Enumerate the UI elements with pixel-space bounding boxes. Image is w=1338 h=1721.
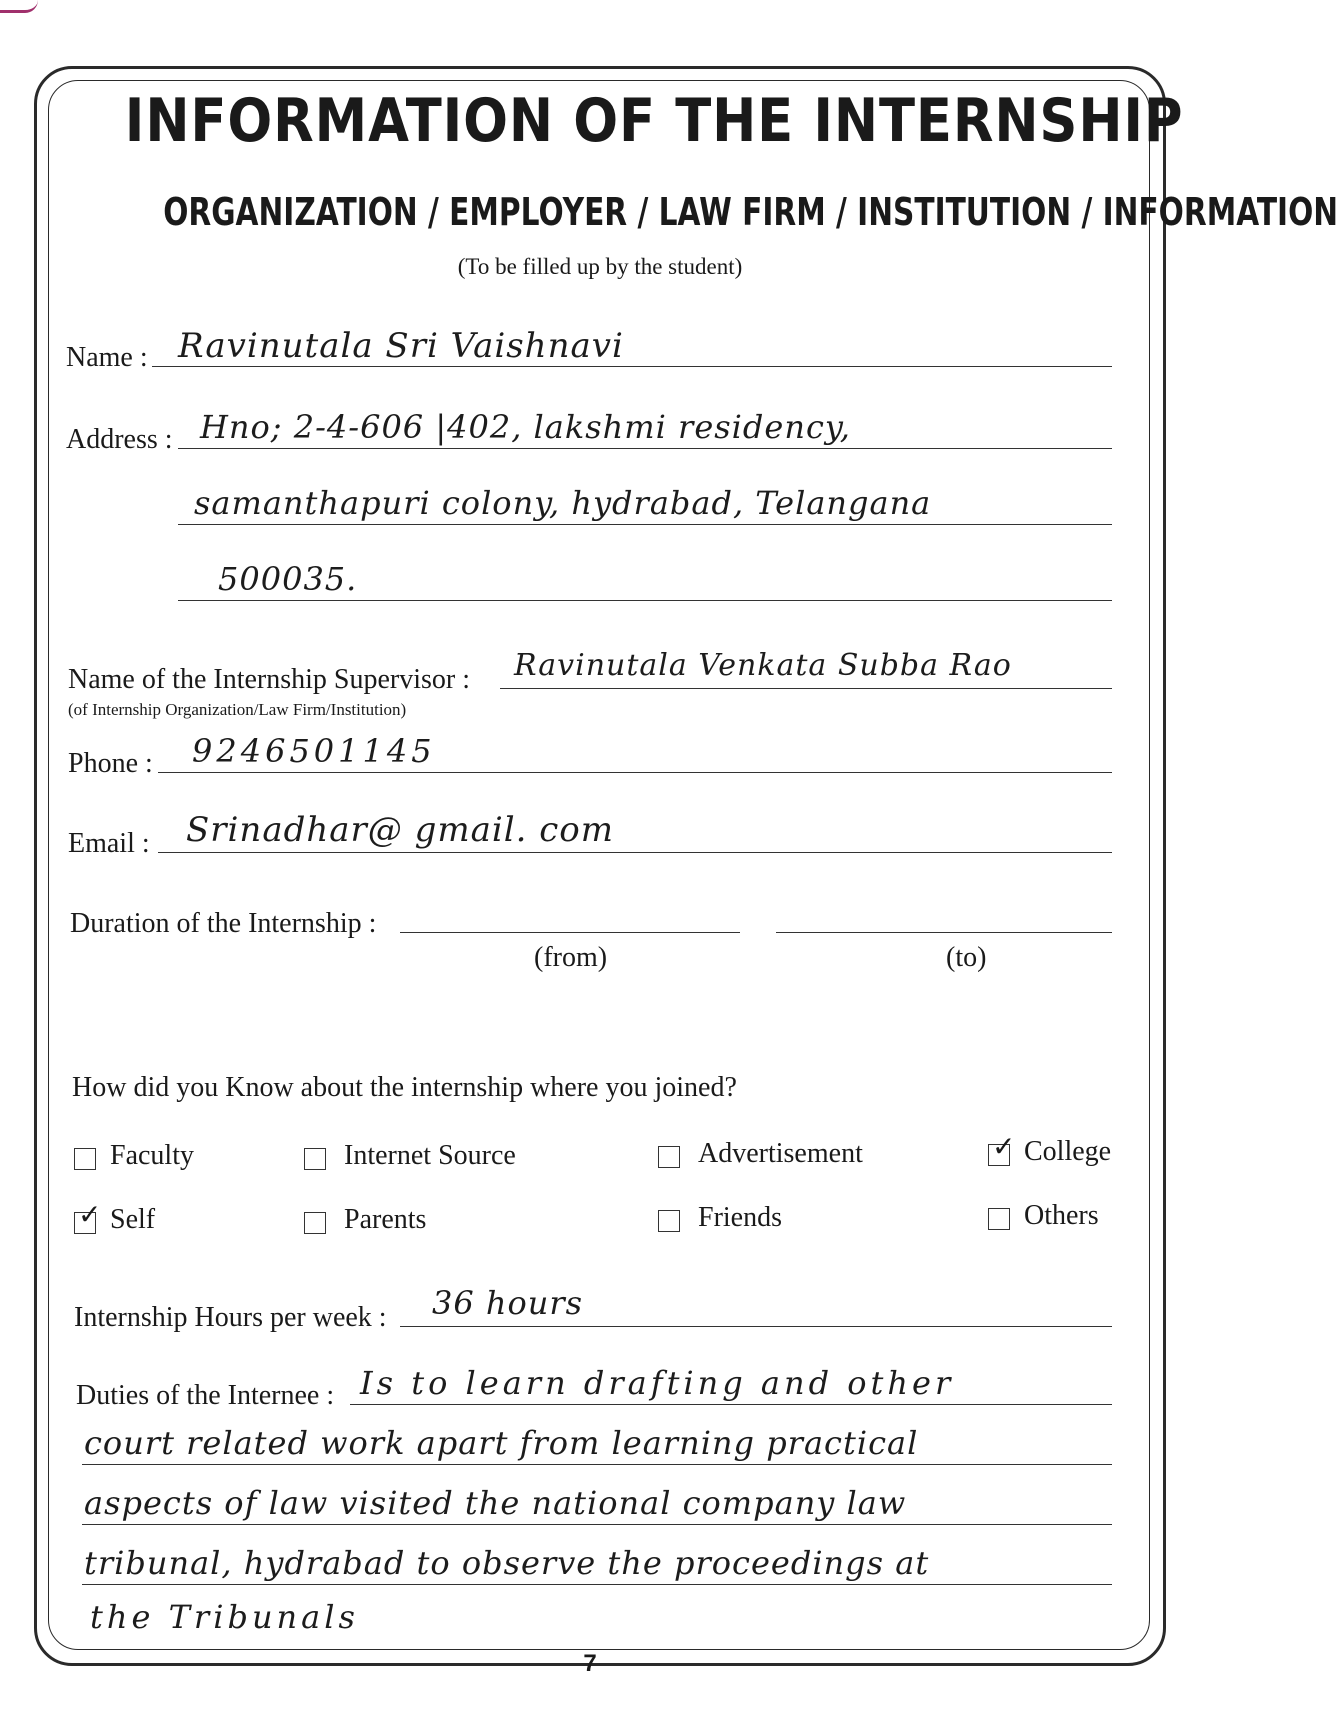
page-frame-inner bbox=[48, 80, 1338, 1650]
duties-line-1 bbox=[350, 1404, 1112, 1405]
form-instruction: (To be filled up by the student) bbox=[457, 254, 743, 279]
hours-line bbox=[400, 1326, 1112, 1327]
checkbox-friends[interactable] bbox=[658, 1210, 680, 1232]
page-number: 7 bbox=[583, 1650, 597, 1677]
duties-field-line-1[interactable]: Is to learn drafting and other bbox=[360, 1364, 955, 1402]
address-line-1 bbox=[178, 448, 1112, 449]
address-line-3 bbox=[178, 600, 1112, 601]
option-label-faculty: Faculty bbox=[110, 1140, 194, 1171]
duties-line-3 bbox=[82, 1524, 1112, 1525]
phone-field[interactable]: 9246501145 bbox=[192, 732, 436, 770]
address-field-line-1[interactable]: Hno; 2-4-606 |402, lakshmi residency, bbox=[200, 408, 851, 446]
duties-line-4 bbox=[82, 1584, 1112, 1585]
checkbox-parents[interactable] bbox=[304, 1212, 326, 1234]
hours-label: Internship Hours per week : bbox=[74, 1302, 387, 1333]
checkbox-internet-source[interactable] bbox=[304, 1148, 326, 1170]
duties-label: Duties of the Internee : bbox=[76, 1380, 335, 1411]
form-title: INFORMATION OF THE INTERNSHIP bbox=[124, 86, 1184, 156]
duration-to-line bbox=[776, 932, 1112, 933]
duration-from-caption: (from) bbox=[534, 942, 608, 973]
email-line bbox=[158, 852, 1112, 853]
checkbox-self[interactable] bbox=[74, 1198, 102, 1234]
corner-decoration bbox=[0, 0, 38, 13]
checkbox-others[interactable] bbox=[988, 1208, 1010, 1230]
name-label: Name : bbox=[66, 342, 148, 373]
checkbox-advertisement[interactable] bbox=[658, 1146, 680, 1168]
duration-from-line bbox=[400, 932, 740, 933]
supervisor-line bbox=[500, 688, 1112, 689]
name-field[interactable]: Ravinutala Sri Vaishnavi bbox=[178, 326, 624, 366]
duties-field-line-5[interactable]: the Tribunals bbox=[90, 1598, 359, 1636]
option-label-friends: Friends bbox=[698, 1202, 782, 1233]
address-label: Address : bbox=[66, 424, 173, 455]
email-label: Email : bbox=[68, 828, 150, 859]
name-line bbox=[152, 366, 1112, 367]
duties-field-line-2[interactable]: court related work apart from learning practical bbox=[84, 1424, 919, 1462]
address-field-line-2[interactable]: samanthapuri colony, hydrabad, Telangana bbox=[194, 484, 932, 522]
address-field-line-3[interactable]: 500035. bbox=[218, 560, 358, 598]
checkmark-icon: ✓ bbox=[78, 1198, 102, 1231]
email-field[interactable]: Srinadhar@ gmail. com bbox=[186, 810, 614, 850]
option-label-internet-source: Internet Source bbox=[344, 1140, 516, 1171]
supervisor-label: Name of the Internship Supervisor : bbox=[68, 664, 471, 695]
source-question: How did you Know about the internship where you joined? bbox=[72, 1072, 737, 1103]
duration-to-caption: (to) bbox=[946, 942, 987, 973]
duration-label: Duration of the Internship : bbox=[70, 908, 377, 939]
phone-label: Phone : bbox=[68, 748, 153, 779]
option-label-parents: Parents bbox=[344, 1204, 427, 1235]
duties-field-line-3[interactable]: aspects of law visited the national company law bbox=[84, 1484, 907, 1522]
supervisor-sublabel: (of Internship Organization/Law Firm/Institution) bbox=[68, 700, 407, 719]
address-line-2 bbox=[178, 524, 1112, 525]
duties-field-line-4[interactable]: tribunal, hydrabad to observe the proceedings at bbox=[84, 1544, 930, 1582]
checkbox-college[interactable] bbox=[988, 1130, 1016, 1166]
option-label-others: Others bbox=[1024, 1200, 1099, 1231]
checkmark-icon: ✓ bbox=[992, 1130, 1016, 1163]
option-label-advertisement: Advertisement bbox=[698, 1138, 863, 1169]
phone-line bbox=[158, 772, 1112, 773]
option-label-college: College bbox=[1024, 1136, 1112, 1167]
option-label-self: Self bbox=[110, 1204, 156, 1235]
supervisor-field[interactable]: Ravinutala Venkata Subba Rao bbox=[514, 648, 1012, 683]
hours-field[interactable]: 36 hours bbox=[432, 1284, 584, 1322]
checkbox-faculty[interactable] bbox=[74, 1148, 96, 1170]
duties-line-2 bbox=[82, 1464, 1112, 1465]
form-subtitle: ORGANIZATION / EMPLOYER / LAW FIRM / INSTITUTION / INFORMATION bbox=[163, 190, 1338, 234]
